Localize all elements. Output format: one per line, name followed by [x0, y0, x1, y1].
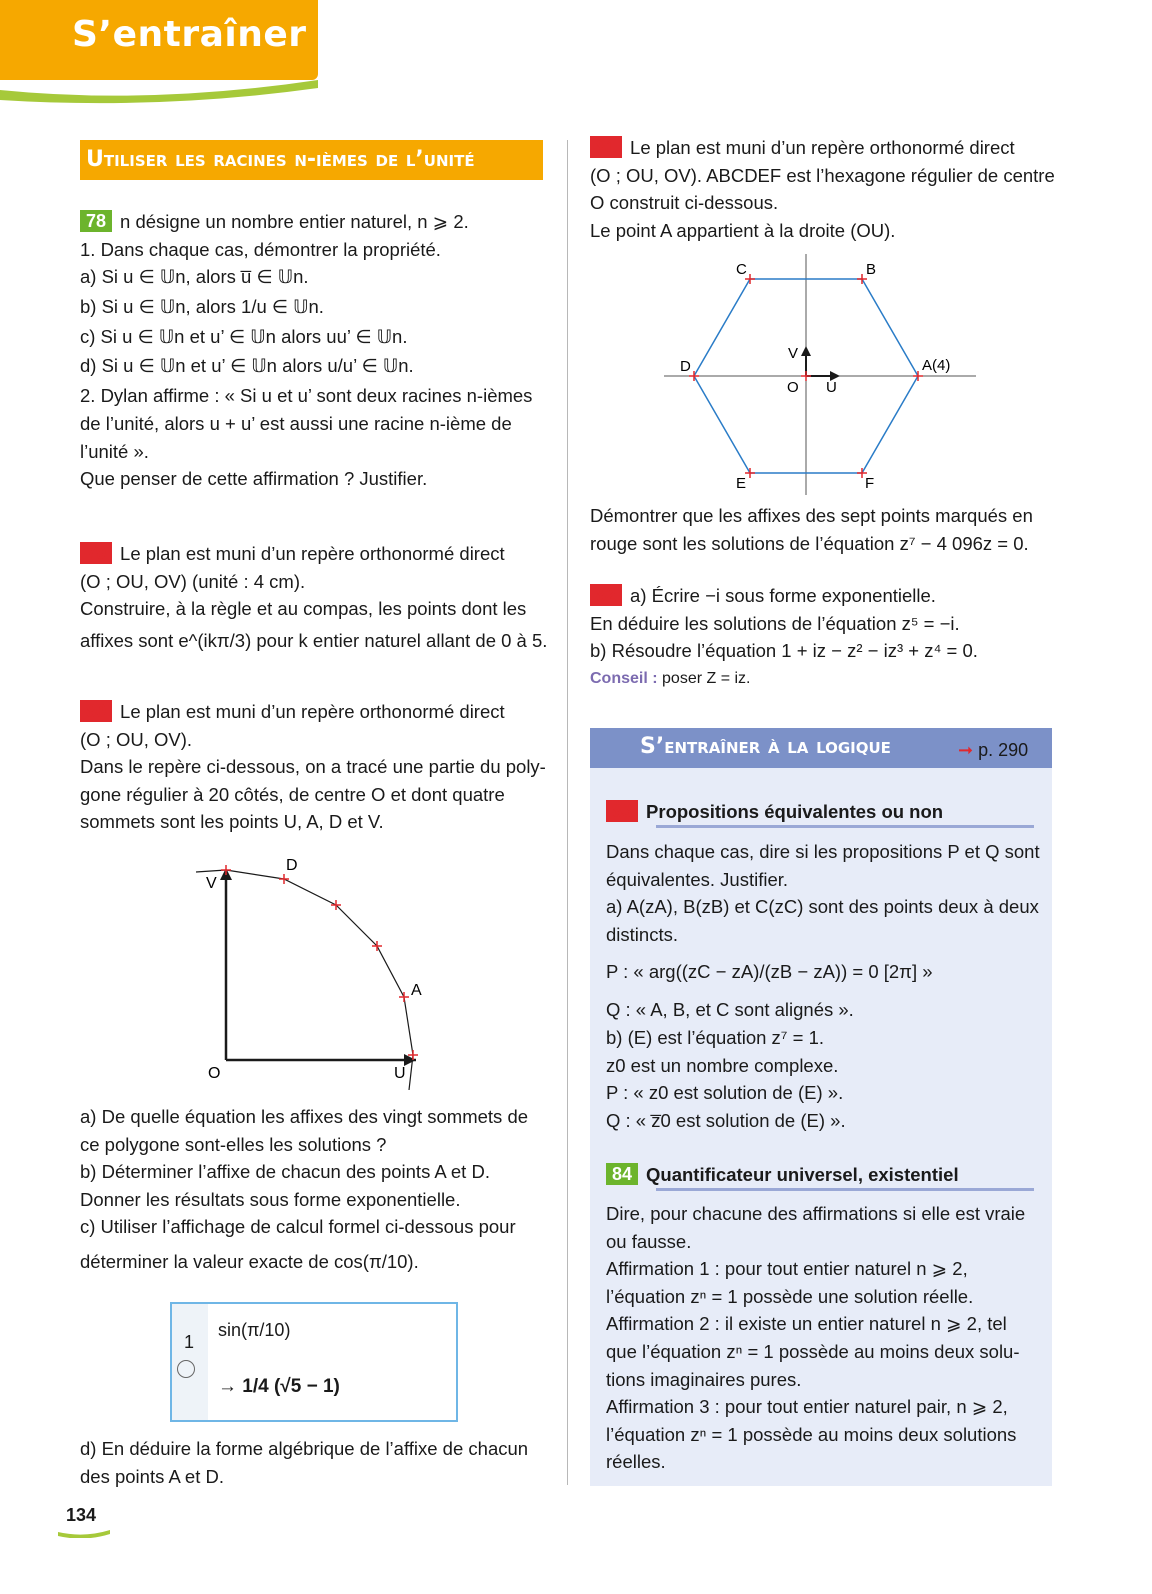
text-line: Affirmation 3 : pour tout entier naturel pair, n ⩾ 2, — [606, 1396, 1008, 1418]
cas-display — [170, 1302, 458, 1422]
label-a: A(4) — [922, 357, 951, 374]
text-line: d) Si u ∈ 𝕌n et u’ ∈ 𝕌n alors u/u’ ∈ 𝕌n. — [80, 355, 414, 377]
text-line: O construit ci-dessous. — [590, 192, 779, 214]
text-line: (O ; OU, OV). ABCDEF est l’hexagone régulier de centre — [590, 164, 1055, 186]
cas-output: → 1/4 (√5 − 1) — [218, 1376, 340, 1397]
exercise-number: 80 — [80, 700, 112, 722]
text-line: a) A(zA), B(zB) et C(zC) sont des points deux à deux — [606, 896, 1039, 918]
conseil-label: Conseil : — [590, 669, 658, 687]
page-header-title: S’entraîner — [72, 14, 307, 55]
text-line: Le plan est muni d’un repère orthonormé direct — [630, 137, 1015, 158]
exercise-title: Propositions équivalentes ou non — [646, 801, 944, 822]
text-line: ce polygone sont-elles les solutions ? — [80, 1133, 387, 1155]
label-v: V — [206, 875, 217, 892]
text-line: (O ; OU, OV) (unité : 4 cm). — [80, 570, 306, 592]
label-u: U — [826, 379, 837, 396]
arrow-right-icon: ➞ — [958, 740, 979, 760]
text-line: l’équation zⁿ = 1 possède au moins deux solutions — [606, 1423, 1017, 1445]
text-line: déterminer la valeur exacte de cos(π/10). — [80, 1250, 419, 1272]
cas-input: sin(π/10) — [218, 1320, 291, 1340]
label-a: A — [411, 982, 422, 999]
text-line: Affirmation 1 : pour tout entier naturel n ⩾ 2, — [606, 1258, 968, 1280]
logic-title: S’entraîner à la logique — [640, 734, 891, 759]
exercise-number: 78 — [80, 210, 112, 232]
text-line: Affirmation 2 : il existe un entier naturel n ⩾ 2, tel — [606, 1313, 1007, 1335]
label-d: D — [286, 857, 298, 874]
exercise-81-question — [590, 502, 1060, 557]
exercise-81 — [590, 134, 1060, 244]
text-line: Dans chaque cas, dire si les propositions P et Q sont — [606, 841, 1040, 862]
exercise-number: 83 — [606, 800, 638, 822]
text-line: P : « arg((zC − zA)/(zB − zA)) = 0 [2π] » — [606, 961, 933, 983]
arrow-u-icon — [404, 1054, 416, 1066]
text-line: P : « z0 est solution de (E) ». — [606, 1082, 844, 1104]
text-line: (O ; OU, OV). — [80, 728, 193, 750]
label-o: O — [208, 1065, 221, 1082]
text-line: Dans le repère ci-dessous, on a tracé une partie du poly- — [80, 756, 546, 778]
page-number: 134 — [66, 1505, 97, 1525]
label-u: U — [394, 1065, 406, 1082]
exercise-80-d — [80, 1435, 550, 1490]
polygon-figure — [190, 850, 440, 1090]
label-o: O — [787, 379, 799, 396]
text-line: En déduire les solutions de l’équation z⁵ = −i. — [590, 612, 960, 634]
text-line: Q : « z̅0 est solution de (E) ». — [606, 1109, 846, 1131]
conseil-text: poser Z = iz. — [662, 669, 751, 687]
text-line: 1. Dans chaque cas, démontrer la propriété. — [80, 238, 441, 260]
exercise-84 — [606, 1161, 1046, 1189]
label-d: D — [680, 358, 691, 375]
text-line: c) Si u ∈ 𝕌n et u’ ∈ 𝕌n alors uu’ ∈ 𝕌n. — [80, 325, 408, 347]
text-line: n désigne un nombre entier naturel, n ⩾ 2. — [120, 211, 469, 232]
text-line: b) (E) est l’équation z⁷ = 1. — [606, 1026, 825, 1048]
vertex-marks — [221, 865, 418, 1060]
text-line: z0 est un nombre complexe. — [606, 1054, 839, 1076]
logic-page-ref[interactable] — [958, 740, 1028, 761]
exercise-83-body — [606, 838, 1046, 1134]
exercise-84-body — [606, 1200, 1046, 1476]
hexagon-figure — [660, 250, 980, 495]
text-line: l’unité ». — [80, 440, 149, 462]
text-line: Le plan est muni d’un repère orthonormé direct — [120, 543, 505, 564]
exercise-number: 81 — [590, 136, 622, 158]
exercise-80 — [80, 698, 550, 836]
text-line: ou fausse. — [606, 1230, 692, 1252]
text-line: b) Résoudre l’équation 1 + iz − z² − iz³ + z⁴ = 0. — [590, 640, 978, 662]
exercise-number: 79 — [80, 542, 112, 564]
text-line: b) Déterminer l’affixe de chacun des points A et D. — [80, 1161, 490, 1183]
text-line: a) De quelle équation les affixes des vingt sommets de — [80, 1106, 529, 1127]
text-line: Q : « A, B, et C sont alignés ». — [606, 999, 854, 1021]
label-c: C — [736, 261, 747, 278]
exercise-title: Quantificateur universel, existentiel — [646, 1164, 959, 1185]
title-underline — [656, 1188, 1034, 1191]
text-line: Que penser de cette affirmation ? Justifier. — [80, 468, 428, 490]
text-line: a) Écrire −i sous forme exponentielle. — [630, 585, 936, 606]
text-line: Le point A appartient à la droite (OU). — [590, 219, 896, 241]
text-line: d) En déduire la forme algébrique de l’affixe de chacun — [80, 1438, 529, 1459]
section-title: Utiliser les racines n-ièmes de l’unité — [80, 140, 543, 180]
title-underline — [656, 825, 1034, 828]
text-line: a) Si u ∈ 𝕌n, alors u̅ ∈ 𝕌n. — [80, 266, 309, 288]
text-line: l’équation zⁿ = 1 possède une solution réelle. — [606, 1285, 974, 1307]
text-line: b) Si u ∈ 𝕌n, alors 1/u ∈ 𝕌n. — [80, 295, 324, 317]
page-ref-text: p. 290 — [978, 740, 1029, 760]
text-line: Construire, à la règle et au compas, les points dont les — [80, 598, 527, 620]
text-line: des points A et D. — [80, 1465, 224, 1487]
text-line: c) Utiliser l’affichage de calcul formel ci-dessous pour — [80, 1216, 516, 1238]
page-number-underline — [58, 1528, 110, 1538]
label-f: F — [865, 475, 875, 492]
cas-line-number: 1 — [184, 1332, 195, 1352]
polygon-edges — [226, 870, 413, 1090]
text-line: de l’unité, alors u + u’ est aussi une racine n-ième de — [80, 412, 512, 434]
text-line: Dire, pour chacune des affirmations si elle est vraie — [606, 1203, 1026, 1224]
exercise-78 — [80, 208, 550, 493]
text-line: Démontrer que les affixes des sept points marqués en — [590, 505, 1033, 526]
label-v: V — [788, 345, 799, 362]
exercise-79 — [80, 540, 550, 659]
exercise-number: 84 — [606, 1163, 638, 1185]
text-line: distincts. — [606, 923, 678, 945]
exercise-83 — [606, 798, 1046, 826]
text-line: Le plan est muni d’un repère orthonormé direct — [120, 701, 505, 722]
text-line: que l’équation zⁿ = 1 possède au moins deux solu- — [606, 1340, 1020, 1362]
label-b: B — [866, 261, 877, 278]
text-line: rouge sont les solutions de l’équation z⁷ − 4 096z = 0. — [590, 532, 1029, 554]
cas-radio-icon[interactable] — [177, 1360, 195, 1378]
text-line: Donner les résultats sous forme exponentielle. — [80, 1188, 461, 1210]
header-swoosh — [0, 60, 330, 110]
section-utiliser-racines — [80, 140, 543, 180]
label-e: E — [736, 475, 747, 492]
text-line: sommets sont les points U, A, D et V. — [80, 811, 384, 833]
text-line: gone régulier à 20 côtés, de centre O et dont quatre — [80, 783, 505, 805]
column-divider — [567, 140, 568, 1485]
text-line: tions imaginaires pures. — [606, 1368, 802, 1390]
arrow-v-icon — [801, 346, 811, 356]
text-line: réelles. — [606, 1451, 666, 1473]
exercise-82 — [590, 582, 1060, 692]
exercise-number: 82 — [590, 584, 622, 606]
exercise-80-questions — [80, 1103, 550, 1283]
text-line: 2. Dylan affirme : « Si u et u’ sont deux racines n-ièmes — [80, 385, 533, 407]
text-line: affixes sont e^(ikπ/3) pour k entier naturel allant de 0 à 5. — [80, 629, 548, 651]
text-line: équivalentes. Justifier. — [606, 868, 789, 890]
